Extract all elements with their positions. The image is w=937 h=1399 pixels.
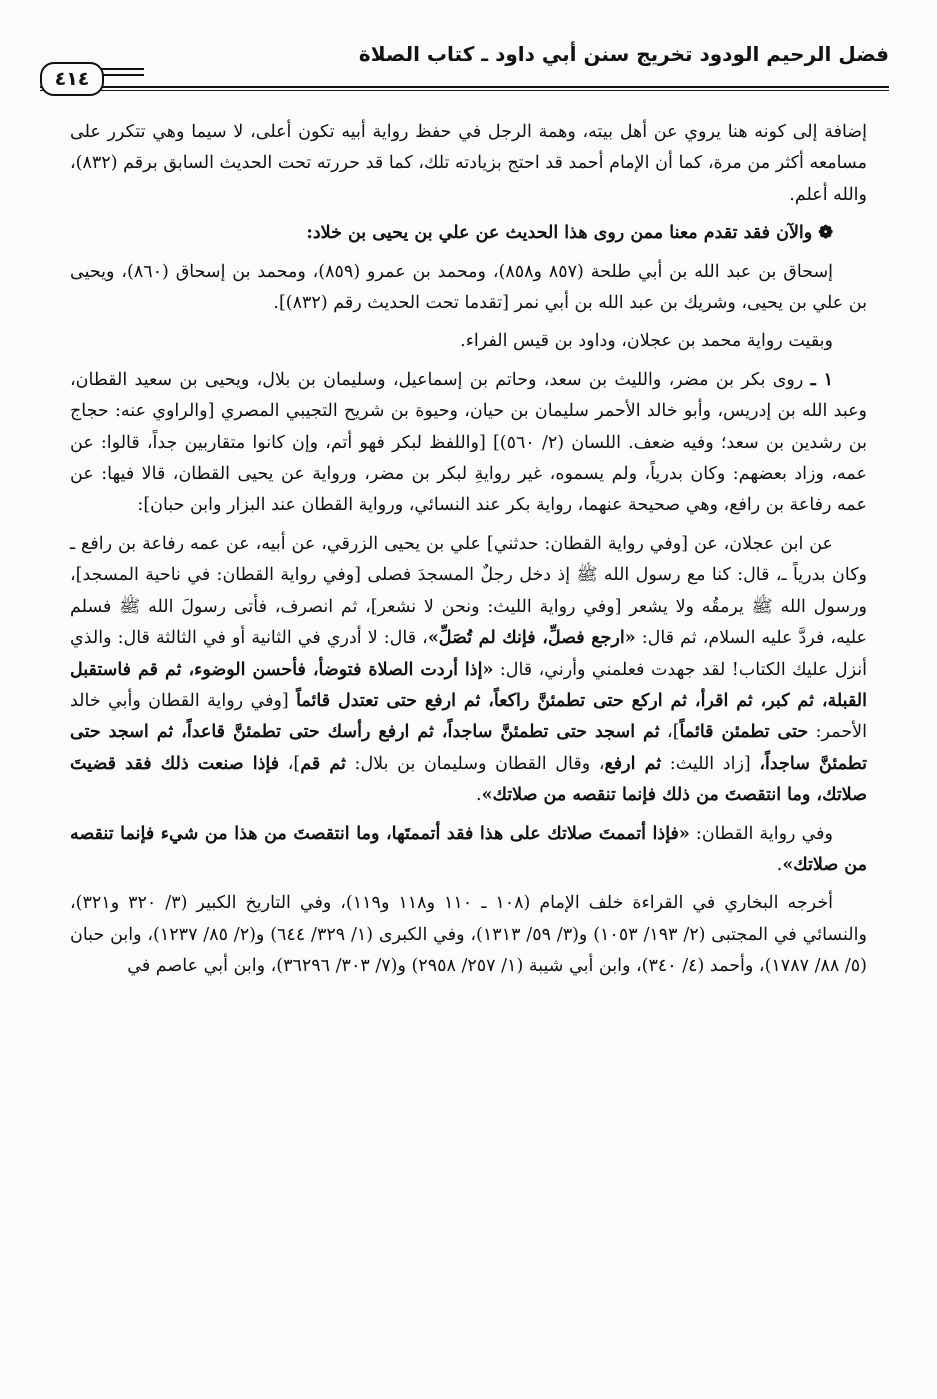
text: إضافة إلى كونه هنا يروي عن أهل بيته، وهمة الرجل في حفظ رواية أبيه تكون أعلى، لا سيما وهي تتكرر على مسامعه أكثر من مرة، كما أن الإمام أحمد قد احتج بزيادته تلك، كما قد حررته تحت الحديث السابق برقم (٨٣٢)، والله أعلم.	[70, 122, 867, 205]
text: إسحاق بن عبد الله بن أبي طلحة (٨٥٧ و٨٥٨)، ومحمد بن عمرو (٨٥٩)، ومحمد بن إسحاق (٨٦٠)، ويحيى بن علي بن يحيى، وشريك بن عبد الله بن أبي نمر [تقدما تحت الحديث رقم (٨٣٢)].	[70, 261, 867, 314]
bold-text: ثم ارفع	[604, 753, 662, 774]
paragraph-p3	[70, 257, 867, 320]
bold-text: ثم قم	[300, 753, 346, 774]
text: .	[776, 854, 783, 875]
bold-text: ١ ـ	[810, 369, 833, 390]
text: روى بكر بن مضر، والليث بن سعد، وحاتم بن إسماعيل، وسليمان بن بلال، ويحيى بن سعيد القطان، وعبد الله بن إدريس، وأبو خالد الأحمر سليمان بن حيان، وحيوة بن شريح التجيبي المصري [والراوي عنه: حجاج بن رشدين بن سعد؛ وفيه ضعف. اللسان (٢/ ٥٦٠)] [واللفظ لبكر فهو أتم، وإن كانوا متقاربين جداً، قالوا: عن عمه، وزاد بعضهم: وكان بدرياً، ولم يسموه، غير روايةِ لبكر بن مضر، ورواية عن يحيى القطان، قالا فيها: عن عمه رفاعة بن رافع، وهي صحيحة عنهما، رواية بكر عند النسائي، ورواية القطان عند البزار وابن حبان]:	[70, 369, 867, 516]
text: أخرجه البخاري في القراءة خلف الإمام (١٠٨ ـ ١١٠ و١١٨ و١١٩)، وفي التاريخ الكبير (٣/ ٣٢٠ و٣٢١)، والنسائي في المجتبى (٢/ ١٩٣/ ١٠٥٣) و(٣/ ٥٩/ ١٣١٣)، وفي الكبرى (١/ ٣٢٩/ ٦٤٤) و(٢/ ٨٥/ ١٢٣٧)، وابن حبان (٥/ ٨٨/ ١٧٨٧)، وأحمد (٤/ ٣٤٠)، وابن أبي شيبة (١/ ٢٥٧/ ٢٩٥٨) و(٧/ ٣٠٣/ ٣٦٢٩٦)، وابن أبي عاصم في	[70, 893, 867, 977]
paragraph-p5	[70, 365, 867, 522]
page-number-lines	[98, 68, 144, 80]
bold-text: «ارجع فصلِّ، فإنك لم تُصَلِّ»	[427, 628, 636, 649]
bold-text: «فإذا أتممتَ صلاتك على هذا فقد أتممتَها، وما انتقصتَ من هذا من شيء فإنما تنقصه من صلاتك»	[70, 823, 867, 875]
text: [زاد الليث:	[661, 753, 760, 774]
paragraph-p8	[70, 888, 867, 982]
text: عن ابن عجلان، عن [وفي رواية القطان: حدثني] علي بن يحيى الزرقي، عن أبيه، عن عمه رفاعة بن رافع ـ وكان بدرياً ـ، قال: كنا مع رسول الله ﷺ إذ دخل رجلٌ المسجدَ فصلى [وفي رواية القطان: في ناحية المسجد]، ورسول الله ﷺ يرمقُه ولا يشعر [وفي رواية الليث: ونحن لا نشعر]، ثم انصرف، فأتى رسولَ الله ﷺ فسلم عليه، فردَّ عليه السلام، ثم قال:	[70, 533, 867, 649]
paragraph-p2	[70, 218, 867, 249]
text: ، قال: لا أدري في الثانية أو في الثالثة قال: والذي أنزل عليك الكتاب! لقد جهدت فعلمني وأرني، قال:	[70, 628, 867, 680]
paragraph-p1	[70, 117, 867, 211]
text: ]،	[279, 753, 301, 774]
text: [وفي رواية القطان وأبي خالد الأحمر:	[70, 690, 867, 743]
text: ]،	[659, 722, 680, 743]
bold-text: فإذا صنعت ذلك فقد قضيتَ صلاتك، وما انتقصتَ من ذلك فإنما تنقصه من صلاتك»	[70, 753, 867, 806]
text: ، وقال القطان وسليمان بن بلال:	[345, 753, 605, 774]
page-number: ٤١٤	[40, 62, 104, 96]
header-rule	[40, 86, 889, 91]
bold-text: حتى تطمئن قائماً	[679, 722, 809, 743]
running-title: فضل الرحيم الودود تخريج سنن أبي داود ـ كتاب الصلاة	[358, 42, 889, 66]
page-number-box	[40, 62, 160, 98]
bold-text: ثم اسجد حتى تطمئنَّ ساجداً، ثم ارفع رأسك حتى تطمئنَّ قاعداً، ثم اسجد حتى تطمئنَّ ساجداً،	[70, 722, 867, 774]
bold-text: «إذا أردت الصلاة فتوضأ، فأحسن الوضوء، ثم قم فاستقبل القبلة، ثم كبر، ثم اقرأ، ثم اركع حتى تطمئنَّ راكعاً، ثم ارفع حتى تعتدل قائماً	[70, 659, 867, 711]
bold-text: ❁ والآن فقد تقدم معنا ممن روى هذا الحديث عن علي بن يحيى بن خلاد:	[306, 223, 833, 244]
text: وفي رواية القطان:	[689, 823, 833, 844]
page-body	[70, 117, 867, 990]
page-header	[40, 40, 889, 88]
paragraph-p6	[70, 529, 867, 812]
text: .	[476, 785, 482, 806]
paragraph-p7	[70, 819, 867, 882]
text: وبقيت رواية محمد بن عجلان، وداود بن قيس الفراء.	[460, 331, 833, 352]
paragraph-p4	[70, 326, 867, 357]
